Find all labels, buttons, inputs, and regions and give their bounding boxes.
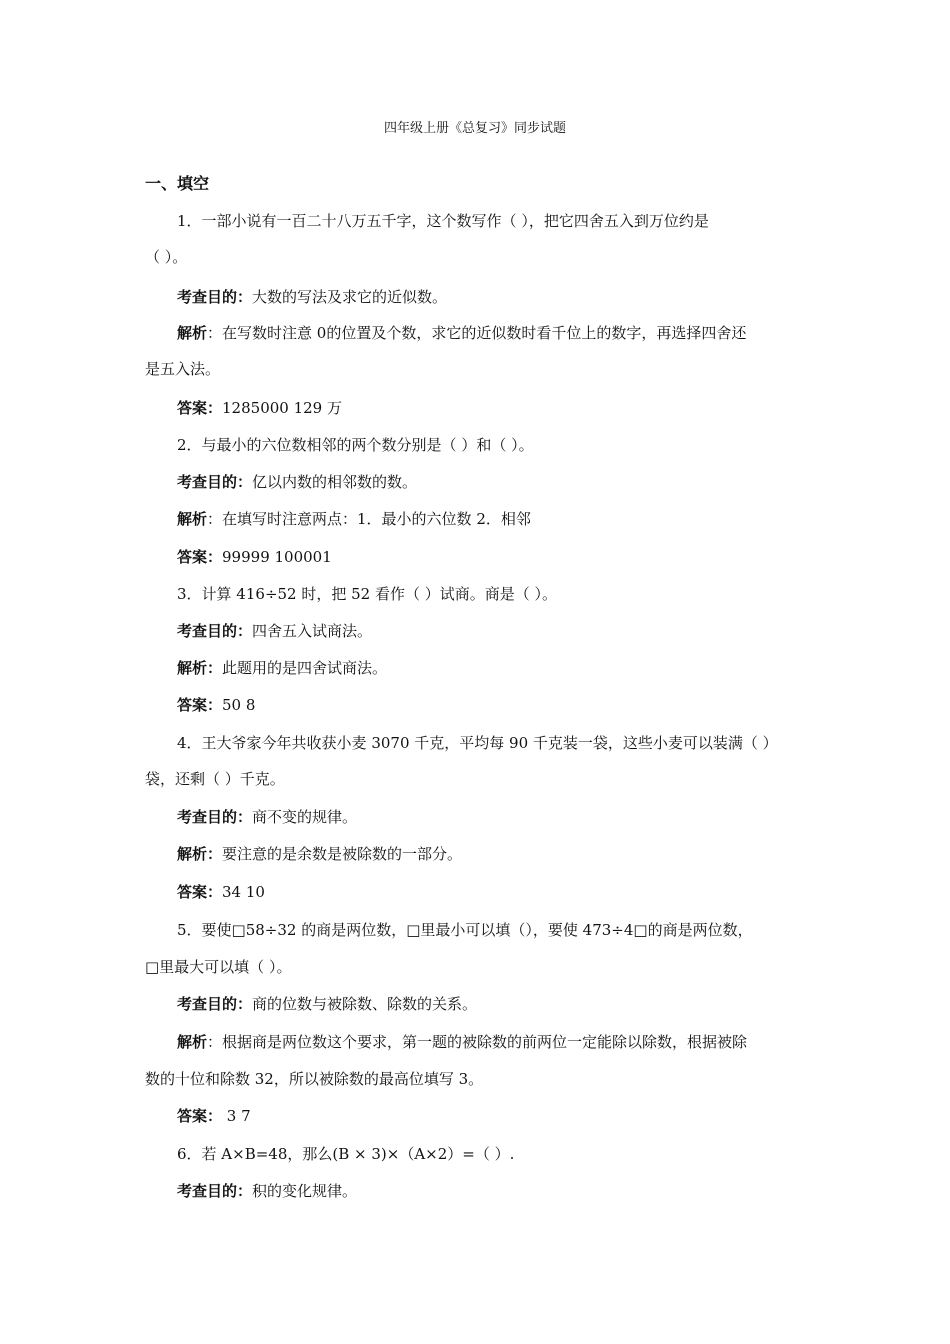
purpose-text: 亿以内数的相邻数的数。	[252, 473, 418, 491]
question-4-answer	[177, 881, 265, 903]
question-1-answer	[177, 397, 342, 419]
question-2-answer	[177, 546, 332, 568]
question-1-analysis-cont: 是五入法。	[145, 360, 221, 378]
question-4-text: 4．王大爷家今年共收获小麦 3070 千克，平均每 90 千克装一袋，这些小麦可以装满（ ）	[177, 734, 778, 752]
answer-text: 99999 100001	[222, 548, 332, 566]
answer-text: 1285000 129 万	[222, 399, 342, 417]
purpose-text: 四舍五入试商法。	[252, 622, 373, 640]
question-6-purpose	[177, 1180, 357, 1202]
analysis-label: 解析	[177, 324, 208, 342]
analysis-label: 解析：	[177, 845, 223, 863]
question-5-analysis-cont: 数的十位和除数 32，所以被除数的最高位填写 3。	[145, 1070, 484, 1088]
answer-label: 答案：	[177, 548, 223, 566]
purpose-text: 商不变的规律。	[252, 808, 358, 826]
question-3-purpose	[177, 620, 372, 642]
question-1-text-cont: （ ）。	[145, 248, 188, 266]
purpose-text: 积的变化规律。	[252, 1182, 358, 1200]
answer-text: 3 7	[222, 1107, 251, 1125]
answer-label: 答案：	[177, 696, 223, 714]
analysis-text: 要注意的是余数是被除数的一部分。	[222, 845, 463, 863]
purpose-text: 商的位数与被除数、除数的关系。	[252, 995, 478, 1013]
analysis-label: 解析	[177, 1033, 208, 1051]
question-2-purpose	[177, 471, 417, 493]
purpose-label: 考查目的：	[177, 473, 253, 491]
question-1-analysis	[177, 322, 746, 344]
purpose-label: 考查目的：	[177, 995, 253, 1013]
question-4-purpose	[177, 806, 357, 828]
purpose-label: 考查目的：	[177, 808, 253, 826]
purpose-label: 考查目的：	[177, 622, 253, 640]
analysis-text: 此题用的是四舍试商法。	[222, 659, 388, 677]
question-5-purpose	[177, 993, 477, 1015]
question-5-text-cont: □里最大可以填（ ）。	[145, 958, 292, 976]
question-4-analysis	[177, 843, 462, 865]
answer-label: 答案：	[177, 1107, 223, 1125]
question-5-analysis	[177, 1031, 747, 1053]
document-title: 四年级上册《总复习》同步试题	[383, 121, 566, 136]
question-1-purpose	[177, 286, 447, 308]
section-heading: 一、填空	[145, 174, 210, 193]
answer-text: 50 8	[222, 696, 256, 714]
purpose-label: 考查目的：	[177, 288, 253, 306]
question-2-text: 2．与最小的六位数相邻的两个数分别是（ ）和（ ）。	[177, 436, 534, 454]
question-1-text: 1．一部小说有一百二十八万五千字，这个数写作（ ），把它四舍五入到万位约是	[177, 212, 709, 230]
question-3-answer	[177, 694, 255, 716]
analysis-text: ：根据商是两位数这个要求，第一题的被除数的前两位一定能除以除数，根据被除	[207, 1033, 748, 1051]
analysis-label: 解析	[177, 510, 208, 528]
question-3-text: 3．计算 416÷52 时，把 52 看作（ ）试商。商是（ ）。	[177, 585, 558, 603]
question-6-text: 6．若 A×B=48，那么(B × 3)×（A×2）=（ ）.	[177, 1145, 515, 1163]
answer-label: 答案：	[177, 399, 223, 417]
analysis-label: 解析：	[177, 659, 223, 677]
answer-text: 34 10	[222, 883, 265, 901]
question-2-analysis	[177, 508, 531, 530]
analysis-text: ：在填写时注意两点：1．最小的六位数 2．相邻	[207, 510, 531, 528]
answer-label: 答案：	[177, 883, 223, 901]
question-5-answer	[177, 1105, 251, 1127]
purpose-label: 考查目的：	[177, 1182, 253, 1200]
analysis-text: ：在写数时注意 0的位置及个数，求它的近似数时看千位上的数字，再选择四舍还	[207, 324, 747, 342]
question-3-analysis	[177, 657, 387, 679]
question-4-text-cont: 袋，还剩（ ）千克。	[145, 770, 285, 788]
question-5-text: 5．要使□58÷32 的商是两位数，□里最小可以填（），要使 473÷4□的商是两位数，	[177, 921, 753, 939]
purpose-text: 大数的写法及求它的近似数。	[252, 288, 448, 306]
